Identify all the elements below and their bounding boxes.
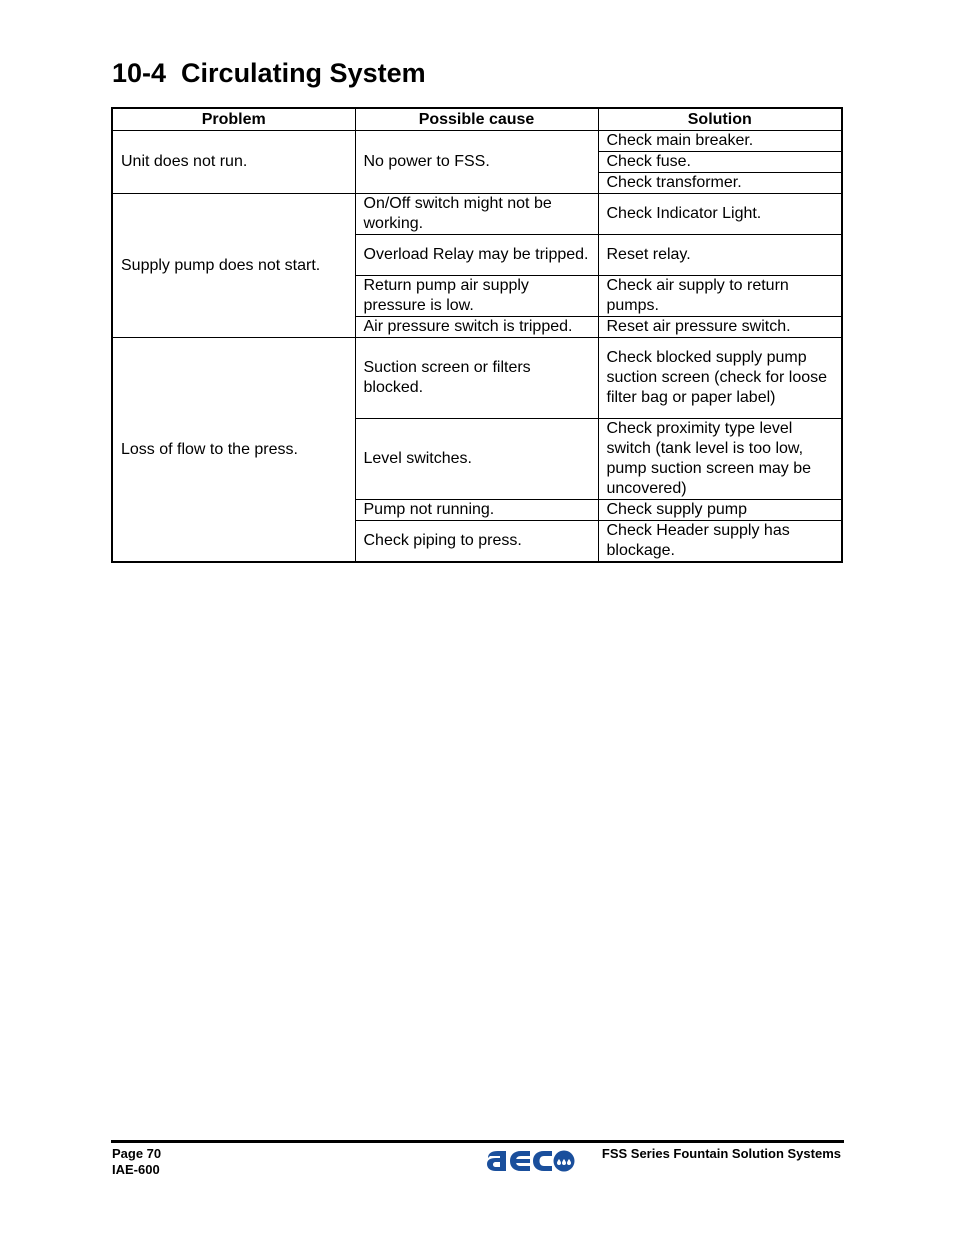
cause-cell: Level switches. <box>355 419 598 500</box>
header-solution: Solution <box>598 108 842 131</box>
cause-cell: On/Off switch might not be working. <box>355 194 598 235</box>
table-header-row <box>112 108 842 131</box>
page-number: Page 70 <box>112 1146 162 1161</box>
cause-cell: Overload Relay may be tripped. <box>355 235 598 276</box>
section-title: 10-4 Circulating System <box>112 58 426 88</box>
solution-cell: Check proximity type level switch (tank level is too low, pump suction screen may be uncovered) <box>598 419 842 500</box>
header-problem: Problem <box>112 108 355 131</box>
table-row <box>112 194 842 235</box>
problem-cell: Loss of flow to the press. <box>112 338 355 563</box>
cause-cell: Pump not running. <box>355 500 598 521</box>
solution-cell: Reset air pressure switch. <box>598 317 842 338</box>
solution-cell: Check Header supply has blockage. <box>598 521 842 563</box>
solution-cell: Check main breaker. <box>598 131 842 152</box>
cause-cell: Return pump air supply pressure is low. <box>355 276 598 317</box>
troubleshooting-table <box>111 107 843 563</box>
cause-cell: Air pressure switch is tripped. <box>355 317 598 338</box>
header-possible-cause: Possible cause <box>355 108 598 131</box>
solution-cell: Reset relay. <box>598 235 842 276</box>
table-row <box>112 338 842 419</box>
footer-divider <box>111 1140 844 1143</box>
document-id: IAE-600 <box>112 1162 160 1177</box>
solution-cell: Check supply pump <box>598 500 842 521</box>
solution-cell: Check fuse. <box>598 152 842 173</box>
cause-cell: Suction screen or filters blocked. <box>355 338 598 419</box>
aec-logo <box>486 1147 576 1175</box>
solution-cell: Check blocked supply pump suction screen (check for loose filter bag or paper label) <box>598 338 842 419</box>
solution-cell: Check Indicator Light. <box>598 194 842 235</box>
cause-cell: Check piping to press. <box>355 521 598 563</box>
footer-series-title: FSS Series Fountain Solution Systems <box>601 1146 841 1161</box>
problem-cell: Unit does not run. <box>112 131 355 194</box>
cause-cell: No power to FSS. <box>355 131 598 194</box>
problem-cell: Supply pump does not start. <box>112 194 355 338</box>
footer-left <box>112 1146 161 1178</box>
solution-cell: Check transformer. <box>598 173 842 194</box>
solution-cell: Check air supply to return pumps. <box>598 276 842 317</box>
table-row <box>112 131 842 152</box>
